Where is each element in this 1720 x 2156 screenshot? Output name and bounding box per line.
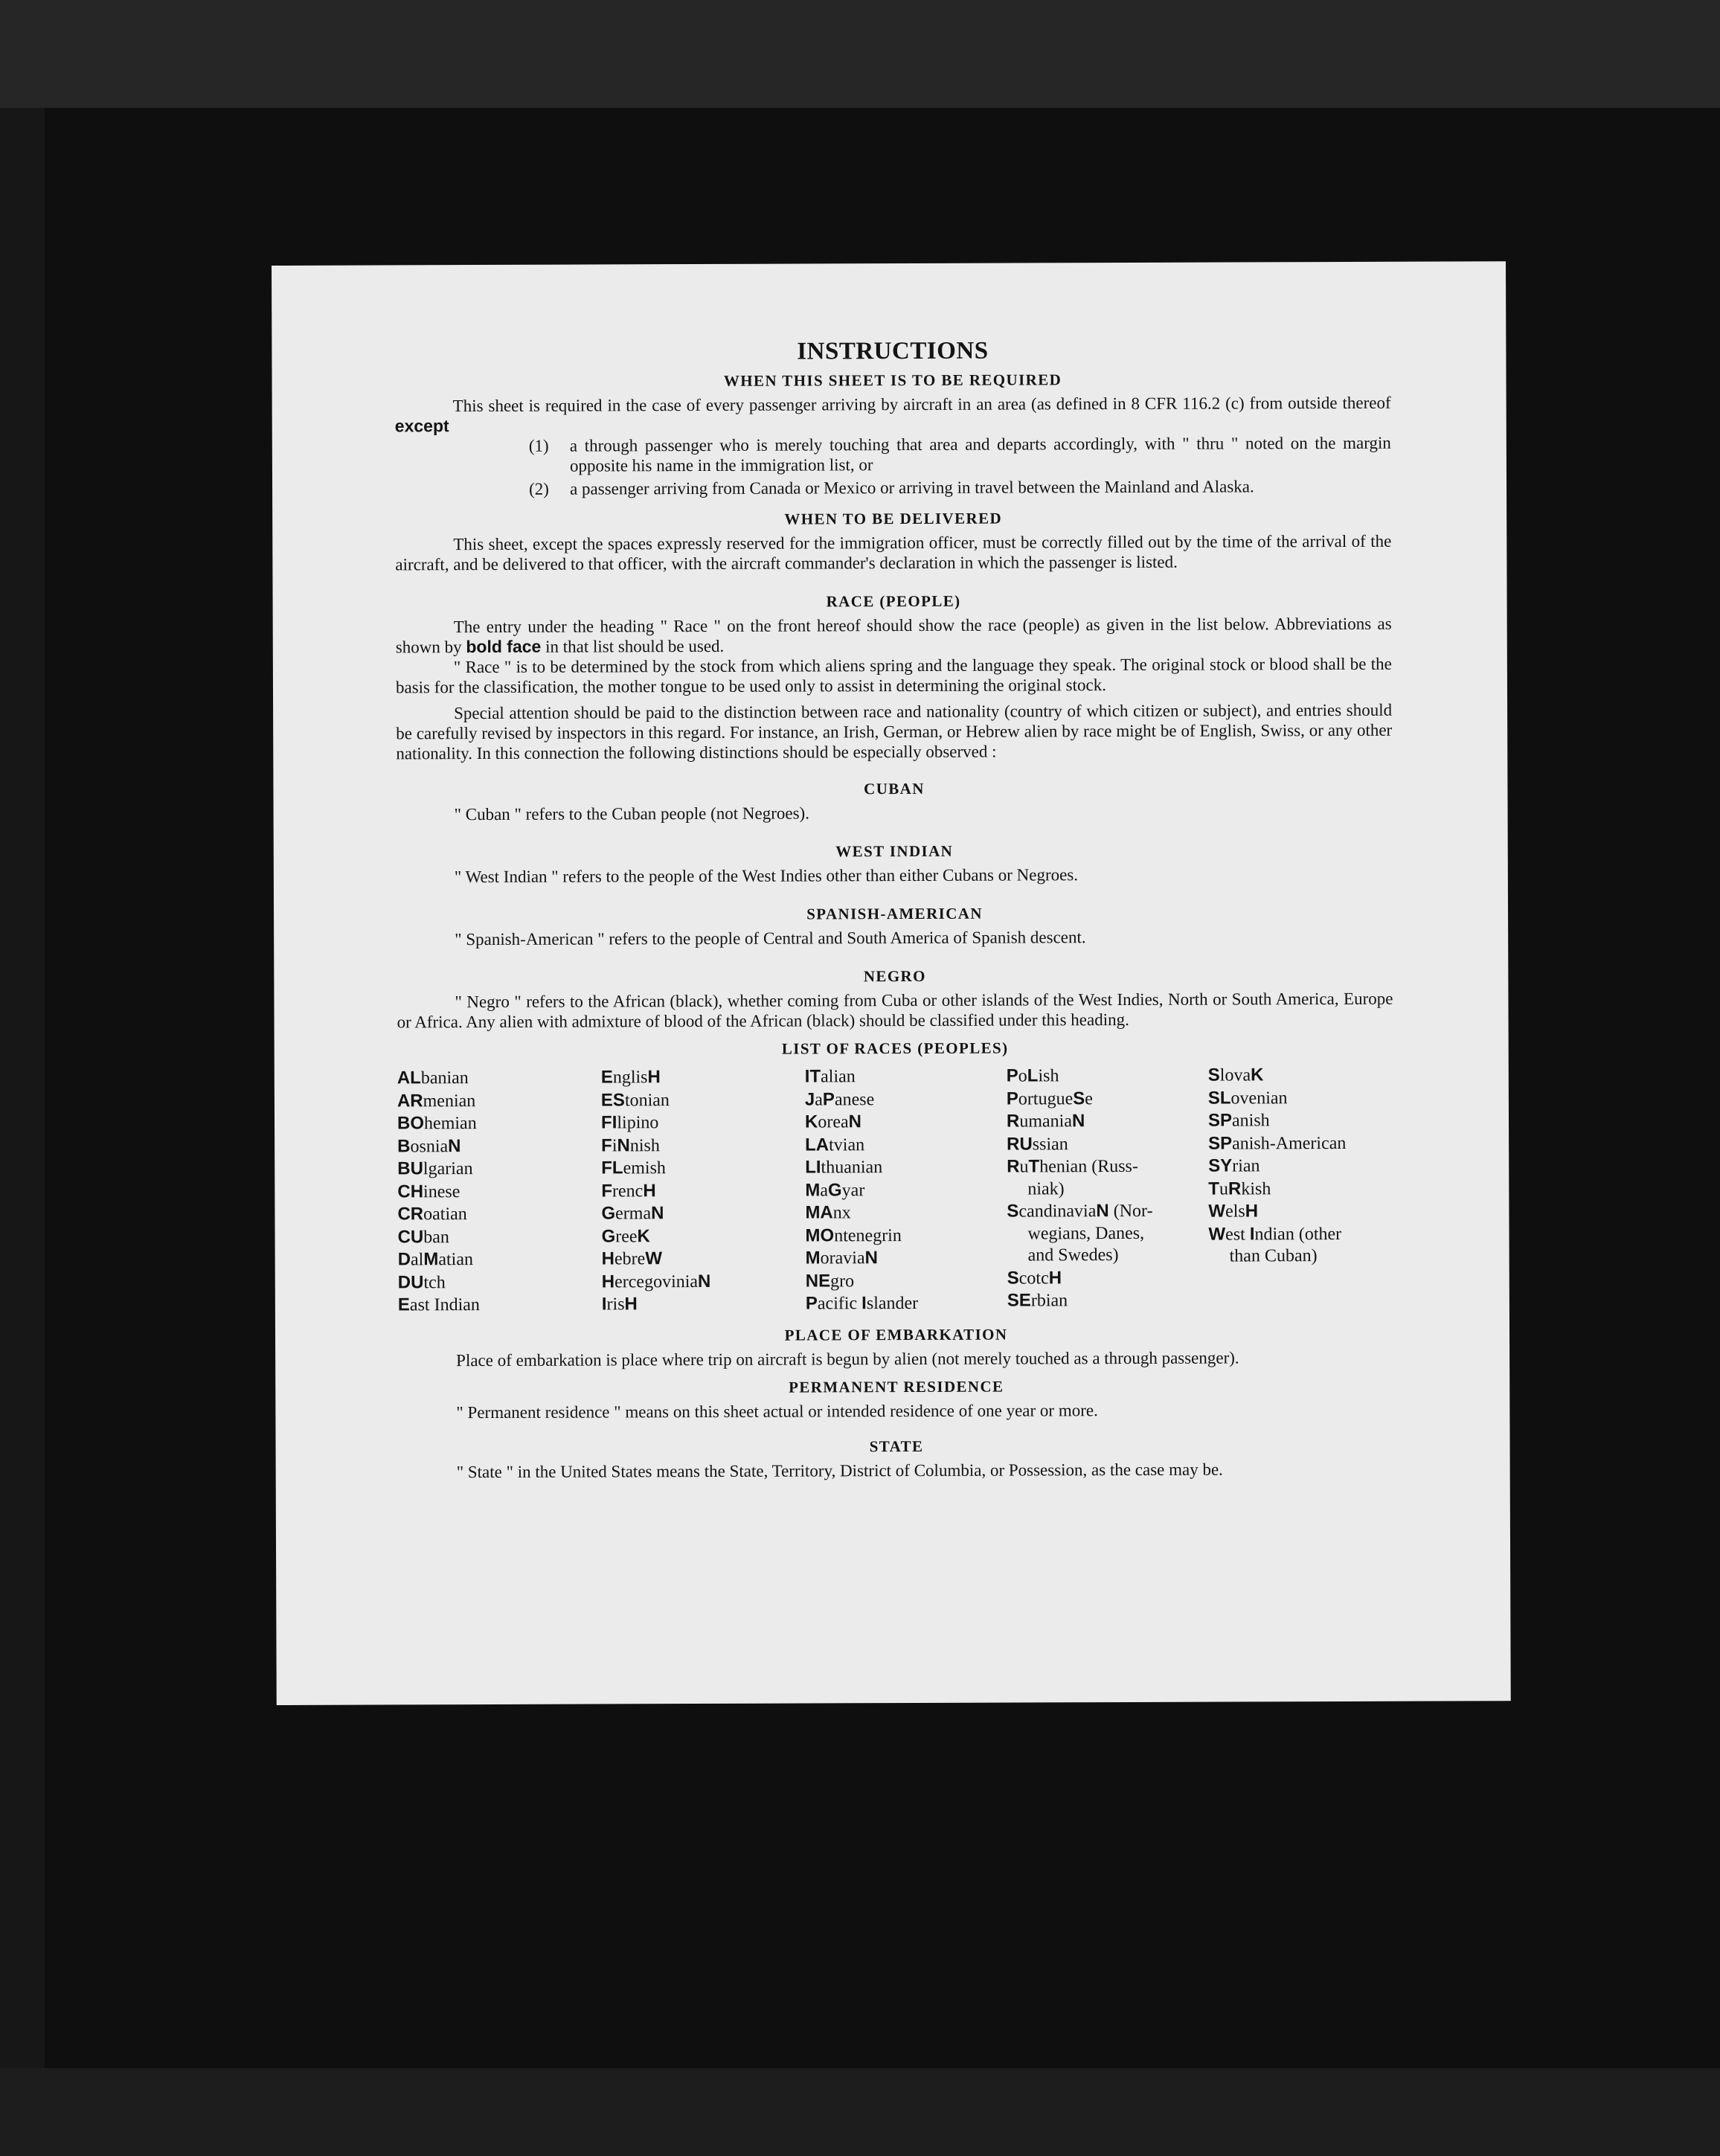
film-border-bottom (0, 2068, 1720, 2156)
film-border-top (0, 0, 1720, 108)
race-entry: BosniaN (397, 1135, 461, 1156)
when-required-text: This sheet is required in the case of every passenger arriving by aircraft in an area (as defined in 8 CFR 116.2 (c) from outside thereof except (394, 393, 1391, 436)
race-entry: LAtvian (805, 1134, 865, 1155)
except-bold: except (394, 416, 449, 436)
exception-item: (1) a through passenger who is merely touching that area and departs accordingly, with " thru " noted on the margin opposite his name in the immigration list, or (528, 433, 1391, 475)
heading-embarkation: PLACE OF EMBARKATION (784, 1325, 1008, 1344)
heading-cuban: CUBAN (864, 779, 925, 798)
race-entry: wegians, Danes, (1027, 1223, 1145, 1243)
race-entry: EStonian (600, 1089, 670, 1110)
instruction-sheet (272, 261, 1511, 1705)
heading-list-of-races: LIST OF RACES (PEOPLES) (781, 1039, 1009, 1058)
race-entry: PoLish (1006, 1065, 1059, 1086)
heading-permanent-residence: PERMANENT RESIDENCE (789, 1377, 1004, 1396)
race-entry: BOhemian (397, 1113, 477, 1134)
race-entry: NEgro (805, 1270, 855, 1292)
race-entry: SPanish-American (1208, 1133, 1347, 1154)
spanish-american-text: " Spanish-American " refers to the people of Central and South America of Spanish descent. (455, 928, 1086, 949)
race-entry: FiNnish (601, 1135, 660, 1155)
race-entry: DUtch (397, 1271, 446, 1292)
race-entry: BUlgarian (397, 1158, 473, 1179)
race-entry: ScandinaviaN (Nor- (1007, 1201, 1153, 1222)
race-entry: ITalian (804, 1066, 856, 1087)
race-entry: and Swedes) (1027, 1245, 1119, 1265)
heading-west-indian: WEST INDIAN (835, 841, 954, 861)
bold-face-text: bold face (466, 636, 542, 657)
race-entry: FIlipino (600, 1112, 659, 1133)
races-column (601, 1066, 806, 1316)
race-entry: SLovenian (1207, 1088, 1288, 1109)
heading-spanish-american: SPANISH-AMERICAN (806, 904, 983, 923)
race-entry: PortugueSe (1006, 1088, 1093, 1109)
race-paragraph-2: " Race " is to be determined by the stock from which aliens spring and the language they speak. The original stock or blood shall be the basis for the classification, the mother tongue to be used only to assist in determining the original stock. (395, 654, 1392, 697)
race-entry: SlovaK (1207, 1065, 1264, 1085)
race-entry: IrisH (601, 1294, 638, 1315)
when-delivered-text: This sheet, except the spaces expressly reserved for the immigration officer, must be correctly filled out by the time of the arrival of the aircraft, and be delivered to that officer, with the aircraft commander's declaration in which the passenger is listed. (395, 531, 1392, 574)
race-entry: DalMatian (397, 1249, 474, 1270)
race-entry: ScotcH (1007, 1267, 1062, 1289)
races-column (397, 1066, 602, 1316)
race-entry: HercegoviniaN (601, 1271, 711, 1292)
races-list (397, 1064, 1394, 1317)
race-entry: GermaN (601, 1203, 664, 1224)
race-entry: MAnx (805, 1202, 851, 1223)
race-entry: Pacific Islander (805, 1293, 919, 1314)
race-entry: RumaniaN (1006, 1111, 1085, 1132)
race-entry: RUssian (1007, 1133, 1068, 1155)
race-entry: ARmenian (397, 1090, 476, 1111)
state-text: " State " in the United States means the State, Territory, District of Columbia, or Possession, as the case may be. (456, 1460, 1223, 1481)
race-entry: LIthuanian (805, 1157, 883, 1178)
races-column (1208, 1064, 1394, 1314)
race-entry: East Indian (397, 1294, 480, 1315)
race-entry: niak) (1027, 1178, 1065, 1199)
race-entry: CUban (397, 1226, 449, 1247)
heading-when-delivered: WHEN TO BE DELIVERED (784, 509, 1003, 528)
race-paragraph-1: The entry under the heading " Race " on the front hereof should show the race (people) as given in the list below. Abbreviations as shown by bold face in that list should be used. (395, 614, 1392, 657)
west-indian-text: " West Indian " refers to the people of the West Indies other than either Cubans or Negroes. (454, 865, 1079, 887)
race-entry: SPanish (1207, 1110, 1270, 1131)
race-entry: GreeK (601, 1225, 650, 1246)
heading-negro: NEGRO (863, 966, 926, 986)
races-column (1007, 1065, 1209, 1315)
race-entry: JaPanese (804, 1088, 875, 1110)
race-entry: TuRkish (1208, 1178, 1271, 1199)
race-entry: KoreaN (804, 1111, 862, 1132)
race-entry: WelsH (1208, 1201, 1259, 1222)
race-entry: West Indian (other (1208, 1223, 1342, 1245)
race-entry: RuThenian (Russ- (1007, 1156, 1138, 1177)
race-entry: CHinese (397, 1181, 461, 1201)
race-entry: MaGyar (805, 1179, 865, 1201)
race-paragraph-3: Special attention should be paid to the distinction between race and nationality (country of which citizen or subject), and entries should be carefully revised by inspectors in this regard. For instance, an Irish, German, or Hebrew alien by race might be of English, Swiss, or any other nationality. In this connection the following distinctions should be especially observed : (396, 700, 1393, 763)
race-entry: ALbanian (397, 1068, 469, 1088)
exception-item: (2) a passenger arriving from Canada or Mexico or arriving in travel between the Mainland and Alaska. (529, 477, 1254, 498)
race-entry: SErbian (1007, 1290, 1068, 1311)
film-border-left (0, 108, 45, 2068)
race-entry: MOntenegrin (805, 1225, 902, 1246)
document-title: INSTRUCTIONS (797, 337, 989, 365)
race-entry: HebreW (601, 1248, 662, 1269)
residence-text: " Permanent residence " means on this sheet actual or intended residence of one year or more. (456, 1400, 1098, 1422)
race-entry: MoraviaN (805, 1248, 878, 1268)
races-column (805, 1065, 1007, 1315)
race-entry: than Cuban) (1229, 1246, 1318, 1266)
heading-when-required: WHEN THIS SHEET IS TO BE REQUIRED (723, 370, 1062, 390)
race-entry: SYrian (1208, 1155, 1260, 1176)
negro-text: " Negro " refers to the African (black), whether coming from Cuba or other islands of the West Indies, North or South America, Europe or Africa. Any alien with admixture of blood of the African (black) should be classified under this heading. (397, 989, 1393, 1032)
embarkation-text: Place of embarkation is place where trip on aircraft is begun by alien (not merely touched as a through passenger). (456, 1347, 1239, 1370)
race-entry: FrencH (601, 1180, 656, 1201)
race-entry: EnglisH (600, 1067, 661, 1088)
race-entry: FLemish (601, 1158, 666, 1178)
race-entry: CRoatian (397, 1204, 467, 1225)
heading-state: STATE (869, 1437, 924, 1455)
cuban-text: " Cuban " refers to the Cuban people (not Negroes). (454, 803, 809, 824)
heading-race: RACE (PEOPLE) (826, 591, 961, 611)
